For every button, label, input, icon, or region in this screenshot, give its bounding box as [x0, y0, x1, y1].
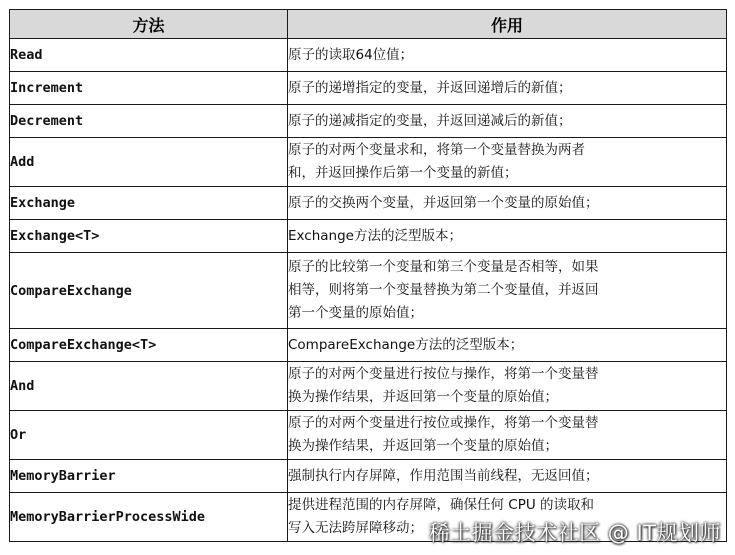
- header-method: 方法: [10, 10, 288, 39]
- method-description: CompareExchange方法的泛型版本；: [288, 329, 727, 362]
- method-description: 原子的对两个变量进行按位或操作，将第一个变量替 换为操作结果，并返回第一个变量的原始值；: [288, 411, 727, 460]
- table-row: [10, 329, 727, 362]
- method-name: Read: [10, 39, 288, 72]
- method-name: Exchange<T>: [10, 220, 288, 253]
- table-row: [10, 39, 727, 72]
- method-description: 原子的对两个变量求和，将第一个变量替换为两者 和，并返回操作后第一个变量的新值；: [288, 138, 727, 187]
- table-row: [10, 411, 727, 460]
- table-row: [10, 187, 727, 220]
- methods-table: [9, 9, 727, 542]
- header-description: 作用: [288, 10, 727, 39]
- method-name: MemoryBarrierProcessWide: [10, 493, 288, 542]
- table-row: [10, 105, 727, 138]
- table-row: [10, 362, 727, 411]
- table-row: [10, 220, 727, 253]
- method-description: 原子的递减指定的变量，并返回递减后的新值；: [288, 105, 727, 138]
- method-name: CompareExchange: [10, 253, 288, 329]
- table-row: [10, 253, 727, 329]
- method-name: And: [10, 362, 288, 411]
- watermark: 稀土掘金技术社区 @ IT规划师: [428, 521, 721, 545]
- method-name: Or: [10, 411, 288, 460]
- method-description: Exchange方法的泛型版本；: [288, 220, 727, 253]
- method-description: 提供进程范围的内存屏障，确保任何 CPU 的读取和 写入无法跨屏障移动；: [288, 493, 727, 542]
- table-row: [10, 72, 727, 105]
- method-description: 原子的交换两个变量，并返回第一个变量的原始值；: [288, 187, 727, 220]
- method-name: MemoryBarrier: [10, 460, 288, 493]
- method-description: 强制执行内存屏障，作用范围当前线程，无返回值；: [288, 460, 727, 493]
- method-name: Exchange: [10, 187, 288, 220]
- method-name: CompareExchange<T>: [10, 329, 288, 362]
- table-row: [10, 460, 727, 493]
- method-name: Add: [10, 138, 288, 187]
- header-row: [10, 10, 727, 39]
- table-row: [10, 138, 727, 187]
- method-description: 原子的递增指定的变量，并返回递增后的新值；: [288, 72, 727, 105]
- method-name: Increment: [10, 72, 288, 105]
- method-description: 原子的读取64位值；: [288, 39, 727, 72]
- method-description: 原子的比较第一个变量和第三个变量是否相等，如果 相等，则将第一个变量替换为第二个变量值，并返回 第一个变量的原始值；: [288, 253, 727, 329]
- method-name: Decrement: [10, 105, 288, 138]
- method-description: 原子的对两个变量进行按位与操作，将第一个变量替 换为操作结果，并返回第一个变量的原始值；: [288, 362, 727, 411]
